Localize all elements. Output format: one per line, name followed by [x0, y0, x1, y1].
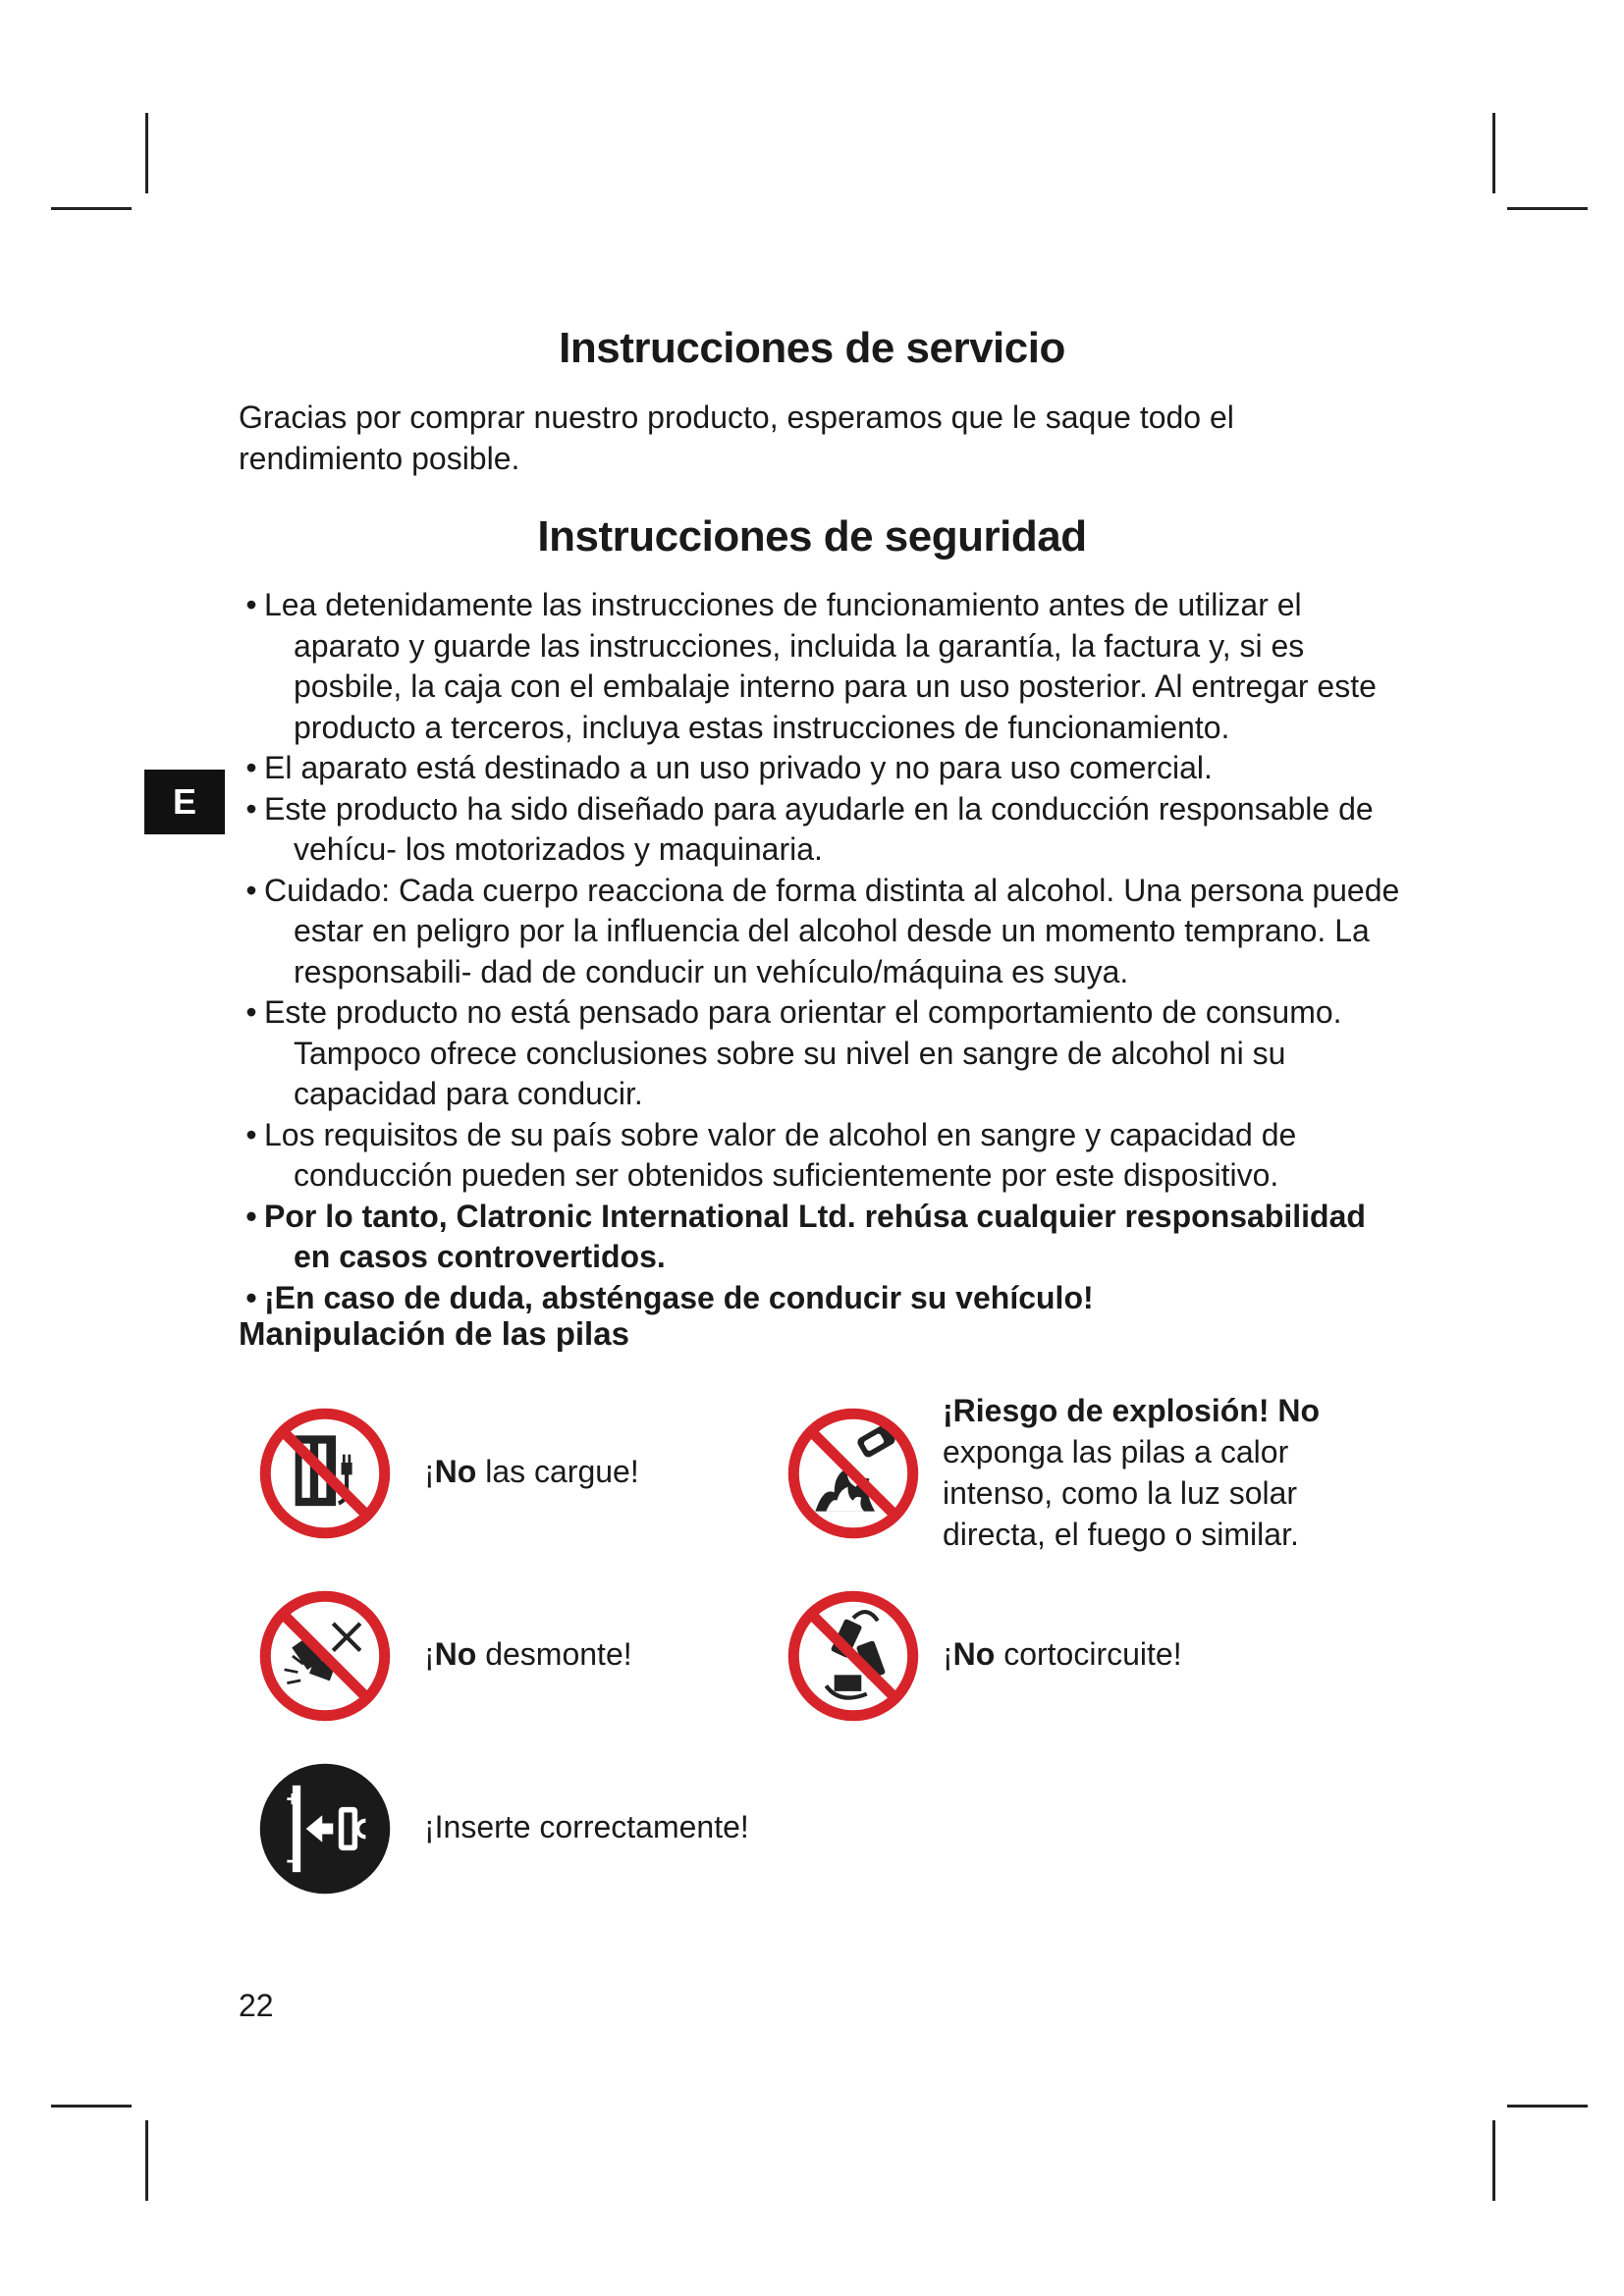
crop-mark [1507, 2105, 1588, 2108]
no-short-circuit-icon [785, 1588, 921, 1724]
crop-mark [1507, 207, 1588, 210]
language-tab: E [144, 770, 225, 834]
no-charge-icon [257, 1406, 393, 1541]
safety-title: Instrucciones de seguridad [537, 512, 1087, 561]
list-item: • Este producto no está pensado para orientar el comportamiento de consumo. Tampoco ofrece conclusiones sobre su nivel en sangre de alcohol ni su capacidad para conducir. [245, 994, 1342, 1111]
list-item: • Por lo tanto, Clatronic International Ltd. rehúsa cualquier responsabilidad en casos controvertidos. [245, 1198, 1366, 1274]
no-disassemble-caption: ¡No desmonte! [424, 1636, 632, 1672]
list-item: • Cuidado: Cada cuerpo reacciona de forma distinta al alcohol. Una persona puede estar en peligro por la influencia del alcohol desde un momento temprano. La responsabili- dad de conducir un vehículo/máquina es suya. [245, 872, 1400, 989]
no-disassemble-icon [257, 1588, 393, 1724]
crop-mark [145, 2120, 148, 2201]
crop-mark [51, 2105, 132, 2108]
list-item: • El aparato está destinado a un uso privado y no para uso comercial. [245, 750, 1213, 785]
list-item: • ¡En caso de duda, absténgase de conducir su vehículo! [245, 1279, 1094, 1315]
crop-mark [1492, 113, 1495, 193]
no-charge-caption: ¡No las cargue! [424, 1454, 639, 1489]
crop-mark [145, 113, 148, 193]
no-fire-icon [785, 1406, 921, 1541]
insert-correctly-icon [257, 1761, 393, 1896]
battery-section-title: Manipulación de las pilas [239, 1315, 629, 1352]
crop-mark [1492, 2120, 1495, 2201]
page-title: Instrucciones de servicio [559, 324, 1065, 372]
explosion-caption: ¡Riesgo de explosión! No exponga las pilas a calor intenso, como la luz solar directa, el fuego o similar. [943, 1393, 1321, 1552]
list-item: • Lea detenidamente las instrucciones de funcionamiento antes de utilizar el aparato y guarde las instrucciones, incluida la garantía, la factura y, si es posbile, la caja con el embalaje interno para un uso posterior. Al entregar este producto a terceros, incluya estas instrucciones de funcionamiento. [245, 587, 1377, 745]
crop-mark [51, 207, 132, 210]
insert-correctly-caption: ¡Inserte correctamente! [424, 1809, 749, 1844]
safety-list [239, 585, 1407, 1318]
no-short-circuit-caption: ¡No cortocircuite! [943, 1636, 1182, 1672]
list-item: • Este producto ha sido diseñado para ayudarle en la conducción responsable de vehícu- los motorizados y maquinaria. [245, 790, 1374, 867]
list-item: • Los requisitos de su país sobre valor de alcohol en sangre y capacidad de conducción pueden ser obtenidos suficientemente por este dispositivo. [245, 1116, 1297, 1193]
intro-text: Gracias por comprar nuestro producto, esperamos que le saque todo el rendimiento posible. [239, 400, 1234, 476]
page-number: 22 [239, 1988, 274, 2023]
